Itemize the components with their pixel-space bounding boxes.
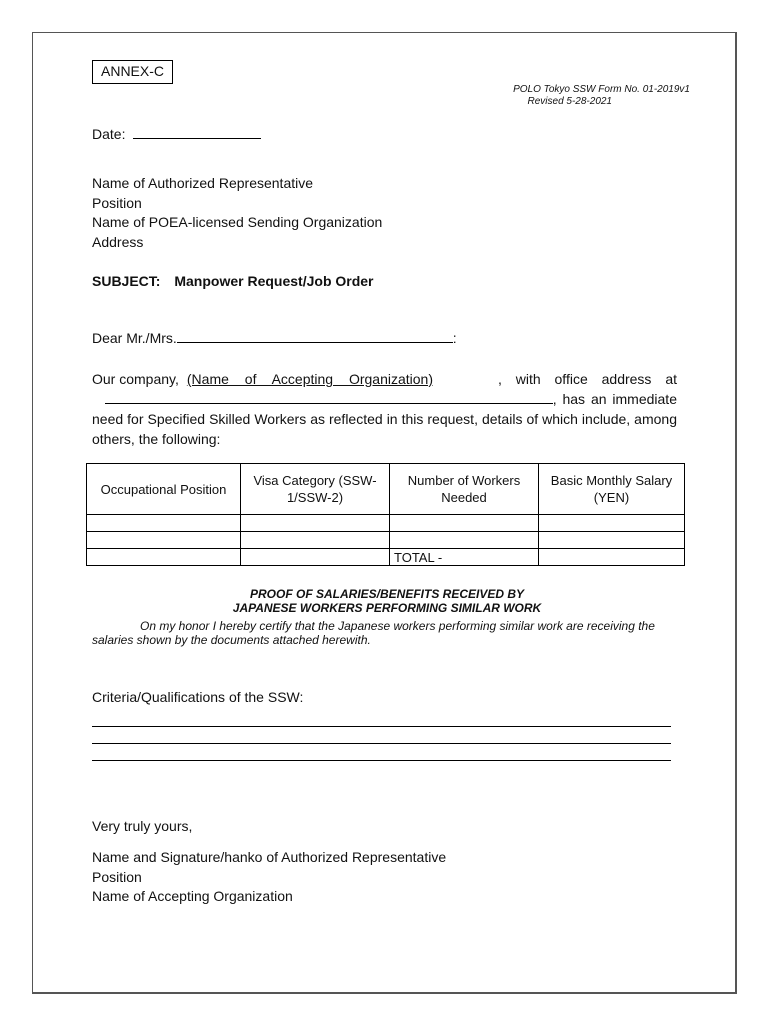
body-paragraph	[92, 369, 677, 449]
salutation-suffix: :	[452, 330, 457, 346]
total-label: TOTAL -	[390, 549, 539, 566]
proof-title-line2: JAPANESE WORKERS PERFORMING SIMILAR WORK	[232, 601, 542, 615]
closing: Very truly yours,	[92, 818, 193, 834]
table-row	[87, 532, 685, 549]
addressee-block	[92, 174, 382, 252]
body-part1: Our company,	[92, 371, 179, 387]
salutation-prefix: Dear Mr./Mrs.	[92, 330, 177, 346]
table-cell[interactable]	[390, 515, 539, 532]
signature-position: Position	[92, 868, 142, 885]
proof-statement: On my honor I hereby certify that the Japanese workers performing similar work are receiving the salaries shown by the documents attached herewith.	[92, 619, 655, 647]
table-cell[interactable]	[87, 532, 241, 549]
header-number-of-workers: Number of Workers Needed	[390, 464, 539, 515]
subject-label: SUBJECT:	[92, 273, 161, 289]
signature-organization: Name of Accepting Organization	[92, 888, 293, 904]
form-number	[400, 84, 690, 108]
total-value-cell[interactable]	[539, 549, 685, 566]
table-cell[interactable]	[390, 532, 539, 549]
salutation-blank	[177, 329, 453, 343]
table-cell[interactable]	[539, 532, 685, 549]
date-label: Date:	[92, 126, 126, 142]
table-cell[interactable]	[87, 515, 241, 532]
office-address-blank	[105, 390, 553, 404]
table-cell[interactable]	[241, 549, 390, 566]
table-total-row	[87, 549, 685, 566]
body-part3: , has an immediate	[552, 391, 677, 407]
salutation-line	[92, 329, 457, 349]
table-cell[interactable]	[539, 515, 685, 532]
request-table	[86, 463, 685, 566]
header-basic-salary: Basic Monthly Salary (YEN)	[539, 464, 685, 515]
subject-text: Manpower Request/Job Order	[174, 273, 374, 289]
addressee-position: Position	[92, 194, 142, 211]
header-occupational-position: Occupational Position	[87, 464, 241, 515]
body-line-2	[92, 389, 677, 409]
header-visa-category: Visa Category (SSW-1/SSW-2)	[241, 464, 390, 515]
table-cell[interactable]	[241, 515, 390, 532]
table-cell[interactable]	[87, 549, 241, 566]
annex-label: ANNEX-C	[92, 60, 173, 84]
criteria-label: Criteria/Qualifications of the SSW:	[92, 689, 304, 705]
date-blank	[133, 125, 261, 139]
table-header-row	[87, 464, 685, 515]
revised-date: Revised 5-28-2021	[527, 96, 612, 107]
body-part4: need for Specified Skilled Workers as reflected in this request, details of which include, among others, the following:	[92, 411, 677, 447]
addressee-name: Name of Authorized Representative	[92, 175, 314, 191]
criteria-line-1[interactable]	[92, 726, 671, 727]
body-part2: , with office address at	[497, 371, 677, 387]
proof-title-line1: PROOF OF SALARIES/BENEFITS RECEIVED BY	[249, 587, 525, 601]
subject-line	[92, 272, 374, 291]
criteria-line-3[interactable]	[92, 760, 671, 761]
table-row	[87, 515, 685, 532]
addressee-organization: Name of POEA-licensed Sending Organization	[92, 214, 383, 230]
signature-name: Name and Signature/hanko of Authorized Representative	[92, 849, 447, 865]
addressee-address: Address	[92, 233, 144, 250]
criteria-line-2[interactable]	[92, 743, 671, 744]
org-placeholder: (Name of Accepting Organization)	[186, 371, 433, 387]
form-number-text: POLO Tokyo SSW Form No. 01-2019v1	[513, 84, 690, 95]
signature-block	[92, 848, 446, 907]
body-line-1	[92, 369, 677, 389]
table-cell[interactable]	[241, 532, 390, 549]
date-line	[92, 125, 261, 145]
proof-title	[92, 587, 682, 615]
